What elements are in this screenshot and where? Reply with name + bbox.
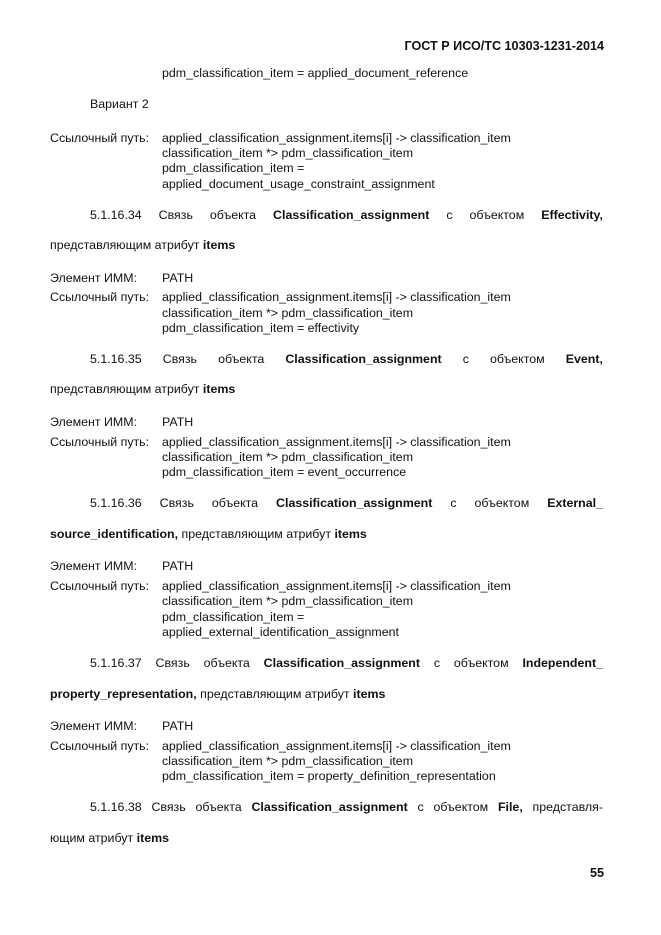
entity-name: External_ xyxy=(547,496,603,510)
heading-text: представляющим атрибут xyxy=(50,382,203,396)
path-label: Ссылочный путь: xyxy=(50,579,150,593)
path-line: classification_item *> pdm_classification_item xyxy=(162,594,414,608)
path-line: pdm_classification_item = xyxy=(162,610,305,624)
heading-word: 5.1.16.35 xyxy=(90,352,142,366)
path-line: applied_classification_assignment.items[i] -> classification_item xyxy=(162,131,511,145)
entity-name: Classification_assignment xyxy=(273,208,430,222)
path-line: pdm_classification_item = xyxy=(162,161,305,175)
path-line: applied_external_identification_assignment xyxy=(162,625,399,639)
path-line: pdm_classification_item = event_occurrence xyxy=(162,465,407,479)
heading-word: Связь xyxy=(155,656,190,670)
section-heading-38-cont xyxy=(50,831,169,845)
page-number: 55 xyxy=(589,866,604,880)
path-line: classification_item *> pdm_classification_item xyxy=(162,306,414,320)
element-label: Элемент ИММ: xyxy=(50,271,137,285)
section-heading-36 xyxy=(90,496,603,510)
heading-word: представля- xyxy=(532,800,603,814)
element-value: PATH xyxy=(162,719,194,733)
variant-label: Вариант 2 xyxy=(90,97,149,111)
heading-word: Связь xyxy=(159,496,194,510)
element-value: PATH xyxy=(162,559,194,573)
heading-word: объекта xyxy=(209,208,257,222)
element-label: Элемент ИММ: xyxy=(50,719,137,733)
entity-name: Classification_assignment xyxy=(263,656,420,670)
attribute-name: items xyxy=(202,238,236,252)
section-heading-34 xyxy=(90,208,603,222)
path-label: Ссылочный путь: xyxy=(50,131,150,145)
heading-word: с xyxy=(446,208,453,222)
path-line: applied_classification_assignment.items[i] -> classification_item xyxy=(162,579,511,593)
heading-word: 5.1.16.36 xyxy=(90,496,142,510)
heading-word: объектом xyxy=(469,208,525,222)
heading-word: Связь xyxy=(151,800,186,814)
path-line: classification_item *> pdm_classification_item xyxy=(162,146,414,160)
heading-word: с xyxy=(417,800,424,814)
entity-name: Classification_assignment xyxy=(276,496,433,510)
section-heading-37-cont xyxy=(50,687,385,701)
heading-word: с xyxy=(450,496,457,510)
attribute-name: items xyxy=(334,527,367,541)
element-label: Элемент ИММ: xyxy=(50,559,137,573)
heading-word: объекта xyxy=(203,656,250,670)
section-heading-38 xyxy=(90,800,603,814)
section-heading-37 xyxy=(90,656,603,670)
path-line: applied_classification_assignment.items[i] -> classification_item xyxy=(162,290,511,304)
attribute-name: items xyxy=(202,382,236,396)
path-line: classification_item *> pdm_classification_item xyxy=(162,754,414,768)
element-value: PATH xyxy=(162,271,194,285)
heading-word: с xyxy=(433,656,441,670)
heading-word: объекта xyxy=(218,352,265,366)
path-label: Ссылочный путь: xyxy=(50,739,150,753)
path-line: applied_classification_assignment.items[i] -> classification_item xyxy=(162,435,511,449)
element-value: PATH xyxy=(162,415,194,429)
entity-name: Classification_assignment xyxy=(285,352,442,366)
heading-text: представляющим атрибут xyxy=(178,527,335,541)
attribute-name: items xyxy=(353,687,386,701)
entity-name: Event, xyxy=(565,352,603,366)
heading-word: Связь xyxy=(162,352,197,366)
heading-text: ющим атрибут xyxy=(50,831,137,845)
path-line: pdm_classification_item = property_definition_representation xyxy=(162,769,496,783)
heading-word: объектом xyxy=(474,496,530,510)
entity-name: source_identification, xyxy=(50,527,179,541)
section-heading-35-cont xyxy=(50,382,235,396)
path-line: classification_item *> pdm_classification_item xyxy=(162,450,414,464)
heading-word: объекта xyxy=(211,496,259,510)
section-heading-34-cont xyxy=(50,238,235,252)
section-heading-35 xyxy=(90,352,603,366)
heading-word: объектом xyxy=(453,656,509,670)
heading-word: 5.1.16.34 xyxy=(90,208,142,222)
section-heading-36-cont xyxy=(50,527,367,541)
heading-word: Связь xyxy=(158,208,193,222)
path-label: Ссылочный путь: xyxy=(50,290,150,304)
entity-name: File, xyxy=(497,800,523,814)
path-line: pdm_classification_item = effectivity xyxy=(162,321,360,335)
heading-word: 5.1.16.37 xyxy=(90,656,142,670)
entity-name: Classification_assignment xyxy=(251,800,408,814)
entity-name: Independent_ xyxy=(522,656,603,670)
heading-text: представляющим атрибут xyxy=(196,687,354,701)
heading-word: с xyxy=(462,352,469,366)
entity-name: Effectivity, xyxy=(541,208,603,222)
path-line: pdm_classification_item = applied_document_reference xyxy=(162,66,469,80)
path-line: applied_document_usage_constraint_assignment xyxy=(162,177,435,191)
entity-name: property_representation, xyxy=(50,687,197,701)
attribute-name: items xyxy=(136,831,169,845)
document-header: ГОСТ Р ИСО/ТС 10303-1231-2014 xyxy=(404,39,604,53)
heading-word: 5.1.16.38 xyxy=(90,800,142,814)
path-label: Ссылочный путь: xyxy=(50,435,150,449)
element-label: Элемент ИММ: xyxy=(50,415,137,429)
heading-word: объекта xyxy=(195,800,242,814)
path-line: applied_classification_assignment.items[i] -> classification_item xyxy=(162,739,511,753)
heading-text: представляющим атрибут xyxy=(50,238,203,252)
heading-word: объектом xyxy=(433,800,489,814)
heading-word: объектом xyxy=(489,352,545,366)
